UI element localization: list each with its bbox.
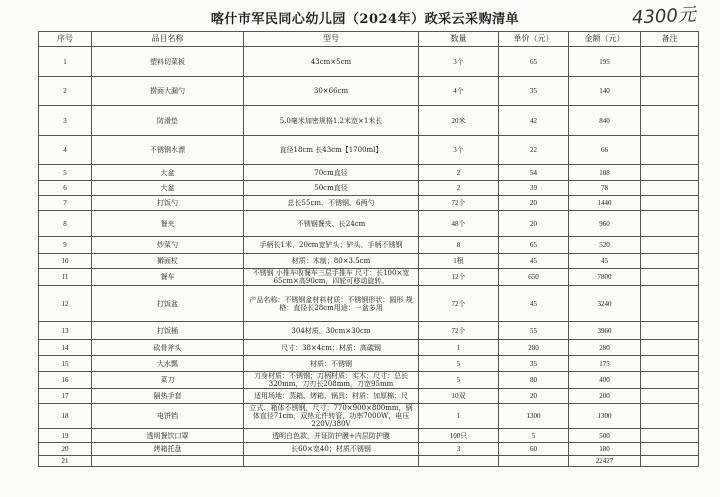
cell-no: 16 (39, 372, 92, 389)
cell-name: 烤箱托盘 (92, 443, 244, 456)
cell-note (641, 136, 699, 165)
cell-price: 20 (499, 196, 569, 211)
cell-price: 20 (499, 211, 569, 237)
cell-note (641, 456, 699, 467)
cell-price: 39 (499, 181, 569, 196)
cell-note (641, 181, 699, 196)
table-row (39, 456, 699, 467)
cell-model: 50cm直径 (244, 181, 419, 196)
cell-amount: 400 (569, 372, 641, 389)
cell-no: 18 (39, 404, 92, 429)
cell-amount: 195 (569, 47, 641, 77)
cell-price: 35 (499, 356, 569, 372)
cell-no: 12 (39, 286, 92, 322)
cell-price: 20 (499, 389, 569, 404)
cell-note (641, 106, 699, 136)
cell-name: 不锈钢水漂 (92, 136, 244, 165)
cell-qty: 2 (419, 165, 499, 181)
cell-no: 20 (39, 443, 92, 456)
cell-model: 尺寸：38×4cm；材质：高碳钢 (244, 340, 419, 356)
cell-no: 9 (39, 237, 92, 254)
cell-amount: 960 (569, 211, 641, 237)
cell-amount: 3240 (569, 286, 641, 322)
cell-price: 1300 (499, 404, 569, 429)
cell-price: 65 (499, 237, 569, 254)
cell-price: 45 (499, 286, 569, 322)
cell-qty: 4个 (419, 77, 499, 106)
header-cell: 单价（元） (499, 32, 569, 47)
cell-qty: 3 (419, 443, 499, 456)
cell-note (641, 47, 699, 77)
cell-note (641, 269, 699, 286)
cell-amount: 45 (569, 254, 641, 269)
cell-name: 擀面杖 (92, 254, 244, 269)
cell-no: 7 (39, 196, 92, 211)
cell-model: 刀身材质：不锈钢；刀柄材质：实木；尺寸：总长320mm，刀刃长208mm，刀宽95mm (244, 372, 419, 389)
cell-name: 砍骨斧头 (92, 340, 244, 356)
cell-no: 3 (39, 106, 92, 136)
header-cell: 金额（元） (569, 32, 641, 47)
cell-no: 11 (39, 269, 92, 286)
cell-price: 280 (499, 340, 569, 356)
cell-amount: 200 (569, 389, 641, 404)
cell-name: 透明餐饮口罩 (92, 429, 244, 443)
document-title: 喀什市军民同心幼儿园（2024年）政采云采购清单 (210, 12, 520, 27)
cell-name: 大水瓢 (92, 356, 244, 372)
cell-model: 立式、箱体不锈钢，尺寸：770×900×800mm，锅体直径71cm，双热元件转管，功率7000W，电压220V/380V (244, 404, 419, 429)
table-row (39, 196, 699, 211)
header-cell: 型号 (244, 32, 419, 47)
cell-amount: 1440 (569, 196, 641, 211)
header-cell: 品目名称 (92, 32, 244, 47)
cell-no: 15 (39, 356, 92, 372)
table-row (39, 181, 699, 196)
table-row (39, 429, 699, 443)
cell-amount: 180 (569, 443, 641, 456)
cell-note (641, 404, 699, 429)
cell-qty: 10双 (419, 389, 499, 404)
table-row (39, 269, 699, 286)
table-row (39, 237, 699, 254)
cell-model: 手柄长1米、20cm宽铲头；铲头、手柄不锈钢 (244, 237, 419, 254)
cell-note (641, 211, 699, 237)
cell-amount: 1300 (569, 404, 641, 429)
cell-price: 55 (499, 322, 569, 340)
cell-amount: 22427 (569, 456, 641, 467)
cell-note (641, 165, 699, 181)
cell-note (641, 286, 699, 322)
header-row (39, 32, 699, 47)
cell-model: 304材质，30cm×30cm (244, 322, 419, 340)
table-row (39, 106, 699, 136)
table-row (39, 165, 699, 181)
cell-amount: 66 (569, 136, 641, 165)
cell-no: 5 (39, 165, 92, 181)
cell-price: 45 (499, 254, 569, 269)
table-row (39, 443, 699, 456)
cell-amount: 3960 (569, 322, 641, 340)
cell-model: 透明白色款，并证防护膜+内层防护膜 (244, 429, 419, 443)
cell-amount: 140 (569, 77, 641, 106)
cell-model: 产品名称：不锈钢盆材料材质：不锈钢形状：圆形 规格：直径长28cm用途：一盆多用 (244, 286, 419, 322)
cell-name: 打饭盆 (92, 286, 244, 322)
table-row (39, 77, 699, 106)
cell-name: 防滑垫 (92, 106, 244, 136)
cell-no: 4 (39, 136, 92, 165)
cell-model: 总长55cm、不锈钢、6两勺 (244, 196, 419, 211)
cell-note (641, 356, 699, 372)
cell-amount: 840 (569, 106, 641, 136)
cell-note (641, 77, 699, 106)
cell-price: 54 (499, 165, 569, 181)
table-row (39, 211, 699, 237)
cell-note (641, 340, 699, 356)
cell-amount: 500 (569, 429, 641, 443)
cell-model: 不锈钢餐夹、长24cm (244, 211, 419, 237)
table-row (39, 47, 699, 77)
cell-model: 材质：木制；80×3.5cm (244, 254, 419, 269)
header-cell: 序号 (39, 32, 92, 47)
cell-price: 22 (499, 136, 569, 165)
cell-model: 直径18cm 长43cm【1700ml】 (244, 136, 419, 165)
cell-price (499, 456, 569, 467)
cell-qty: 3个 (419, 47, 499, 77)
cell-price: 5 (499, 429, 569, 443)
cell-model: 5.0毫米加密规格1.2米宽×1米长 (244, 106, 419, 136)
cell-qty: 1 (419, 404, 499, 429)
cell-no: 6 (39, 181, 92, 196)
cell-qty: 72个 (419, 322, 499, 340)
cell-note (641, 443, 699, 456)
cell-note (641, 237, 699, 254)
cell-amount: 78 (569, 181, 641, 196)
cell-no: 1 (39, 47, 92, 77)
cell-no: 10 (39, 254, 92, 269)
table-row (39, 356, 699, 372)
table-row (39, 372, 699, 389)
cell-model: 不锈钢 小推车收餐车三层手推车 尺寸：长100×宽65cm×高90cm，四轮可移动旋转。 (244, 269, 419, 286)
cell-model (244, 456, 419, 467)
cell-note (641, 196, 699, 211)
header-cell: 备注 (641, 32, 699, 47)
cell-qty: 5 (419, 372, 499, 389)
cell-note (641, 322, 699, 340)
cell-qty (419, 456, 499, 467)
cell-qty: 100只 (419, 429, 499, 443)
cell-qty: 1 (419, 340, 499, 356)
cell-model: 长60×宽40；材质不锈钢 (244, 443, 419, 456)
cell-no: 17 (39, 389, 92, 404)
table-row (39, 254, 699, 269)
cell-amount: 280 (569, 340, 641, 356)
cell-name: 打饭桶 (92, 322, 244, 340)
cell-qty: 20米 (419, 106, 499, 136)
cell-name: 餐夹 (92, 211, 244, 237)
cell-model: 43cm×5cm (244, 47, 419, 77)
cell-amount: 7800 (569, 269, 641, 286)
cell-qty: 72个 (419, 286, 499, 322)
cell-no: 13 (39, 322, 92, 340)
cell-qty: 2 (419, 181, 499, 196)
cell-qty: 5 (419, 356, 499, 372)
cell-no: 19 (39, 429, 92, 443)
cell-model: 30×66cm (244, 77, 419, 106)
cell-name: 餐车 (92, 269, 244, 286)
cell-name: 塑料切菜板 (92, 47, 244, 77)
cell-qty: 48个 (419, 211, 499, 237)
cell-price: 35 (499, 77, 569, 106)
cell-note (641, 254, 699, 269)
cell-name (92, 456, 244, 467)
cell-amount: 108 (569, 165, 641, 181)
table-row (39, 136, 699, 165)
cell-name: 隔热手套 (92, 389, 244, 404)
cell-name: 捞面大漏勺 (92, 77, 244, 106)
handwritten-note: 4300元 (631, 4, 697, 29)
table-row (39, 340, 699, 356)
cell-model: 材质：不锈钢 (244, 356, 419, 372)
cell-qty: 8 (419, 237, 499, 254)
cell-name: 打饭勺 (92, 196, 244, 211)
cell-name: 大盆 (92, 181, 244, 196)
purchase-table (38, 31, 699, 467)
cell-price: 60 (499, 443, 569, 456)
cell-name: 菜刀 (92, 372, 244, 389)
cell-price: 650 (499, 269, 569, 286)
cell-model: 70cm直径 (244, 165, 419, 181)
cell-qty: 12个 (419, 269, 499, 286)
table-row (39, 322, 699, 340)
cell-note (641, 389, 699, 404)
cell-price: 80 (499, 372, 569, 389)
cell-name: 电饼铛 (92, 404, 244, 429)
cell-qty: 3个 (419, 136, 499, 165)
cell-no: 14 (39, 340, 92, 356)
table-row (39, 389, 699, 404)
cell-no: 8 (39, 211, 92, 237)
cell-name: 大盆 (92, 165, 244, 181)
cell-amount: 175 (569, 356, 641, 372)
cell-name: 炒菜勺 (92, 237, 244, 254)
cell-no: 21 (39, 456, 92, 467)
cell-price: 42 (499, 106, 569, 136)
cell-note (641, 372, 699, 389)
cell-qty: 72个 (419, 196, 499, 211)
cell-model: 适用场地：蒸箱、烤箱、锅具；材质：加厚棉；尺 (244, 389, 419, 404)
cell-no: 2 (39, 77, 92, 106)
cell-amount: 520 (569, 237, 641, 254)
cell-qty: 1根 (419, 254, 499, 269)
table-row (39, 404, 699, 429)
cell-note (641, 429, 699, 443)
header-cell: 数量 (419, 32, 499, 47)
table-row (39, 286, 699, 322)
cell-price: 65 (499, 47, 569, 77)
